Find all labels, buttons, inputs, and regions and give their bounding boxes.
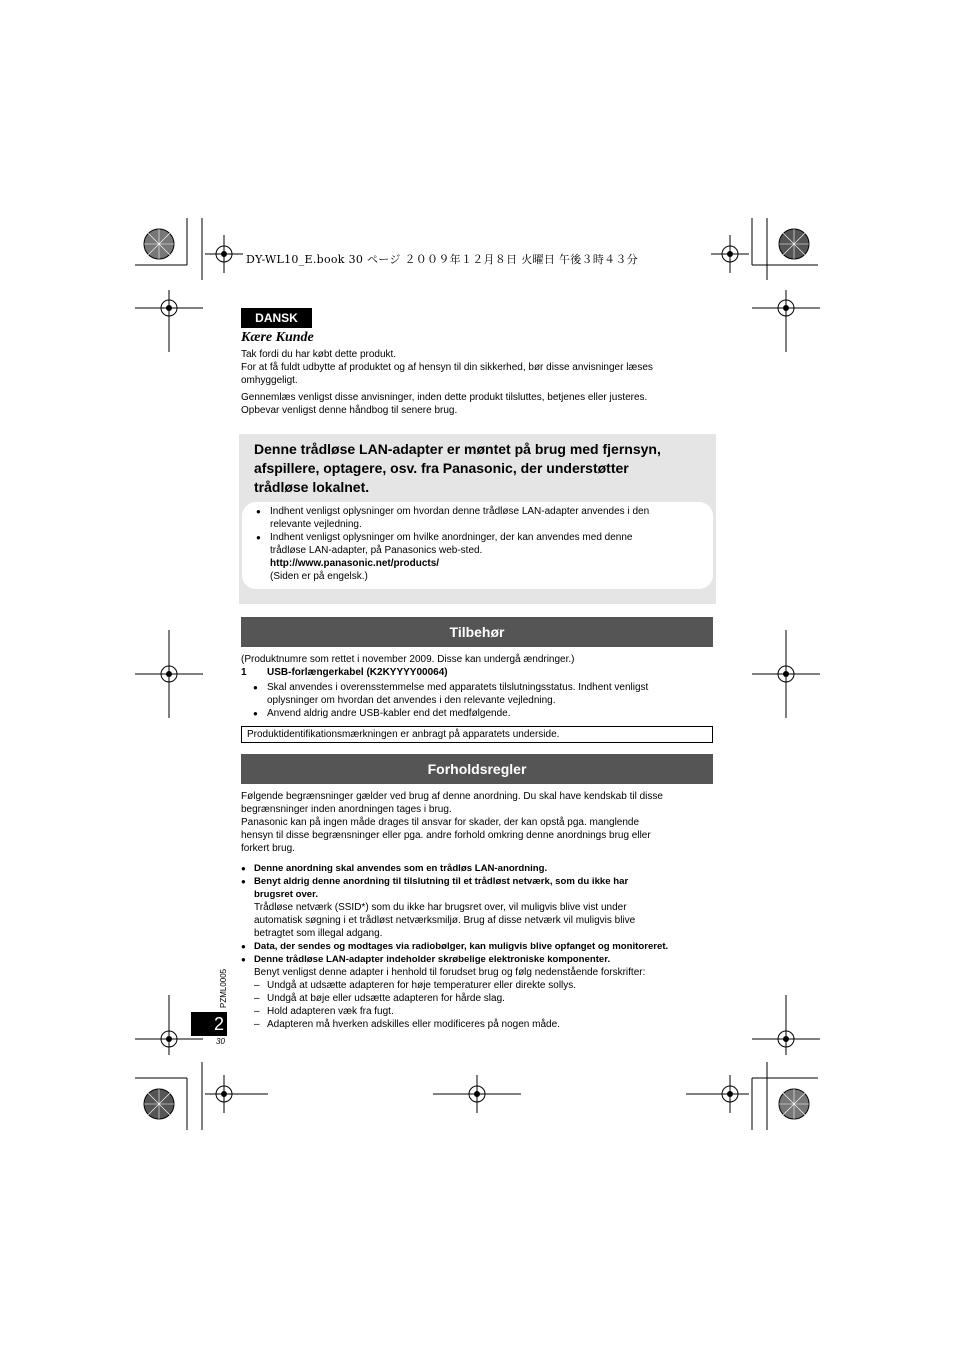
- intro-line: Gennemlæs venligst disse anvisninger, inden dette produkt tilsluttes, betjenes eller justeres.: [241, 392, 648, 403]
- accessories-note: (Produktnumre som rettet i november 2009. Disse kan undergå ændringer.): [241, 654, 575, 665]
- list-text: Benyt venligst denne adapter i henhold til forudset brug og følg nedenstående forskrifter:: [254, 967, 646, 978]
- list-text: (Siden er på engelsk.): [270, 571, 368, 582]
- paragraph-line: Panasonic kan på ingen måde drages til ansvar for skader, der kan opstå pga. manglende: [241, 817, 640, 828]
- list-item: [253, 707, 713, 720]
- precautions-intro: [241, 790, 713, 855]
- intro-line: For at få fuldt udbytte af produktet og af hensyn til din sikkerhed, bør disse anvisninger læses: [241, 362, 653, 373]
- notice-inner-box: [242, 502, 713, 589]
- paragraph-line: forkert brug.: [241, 843, 295, 854]
- list-text: betragtet som illegal adgang.: [254, 928, 383, 939]
- intro-line: omhyggeligt.: [241, 375, 298, 386]
- precautions-heading: Forholdsregler: [241, 754, 713, 784]
- bullet-icon: ●: [241, 877, 246, 886]
- dash-item: [241, 1018, 716, 1031]
- list-text: Adapteren må hverken adskilles eller modificeres på nogen måde.: [267, 1019, 560, 1030]
- notice-heading-line: trådløse lokalnet.: [254, 479, 370, 495]
- list-item: [253, 681, 713, 707]
- dash-icon: –: [254, 980, 260, 991]
- intro-line: Tak fordi du har købt dette produkt.: [241, 349, 397, 360]
- list-text: Skal anvendes i overensstemmelse med apparatets tilslutningsstatus. Indhent venligst: [267, 682, 649, 693]
- list-item: [241, 875, 716, 940]
- bullet-icon: ●: [241, 864, 246, 873]
- list-text: Anvend aldrig andre USB-kabler end det medfølgende.: [267, 708, 511, 719]
- precautions-list: [241, 862, 716, 1031]
- paragraph-line: hensyn til disse begrænsninger eller pga. andre forhold omkring denne anordnings brug eller: [241, 830, 651, 841]
- list-item: [256, 531, 696, 583]
- bullet-icon: ●: [253, 683, 258, 692]
- dash-item: [241, 979, 716, 992]
- list-item: [241, 940, 716, 953]
- notice-heading-line: Denne trådløse LAN-adapter er møntet på brug med fjernsyn,: [254, 441, 661, 457]
- print-header-line: DY-WL10_E.book 30 ページ ２００９年１２月８日 火曜日 午後３時４３分: [246, 253, 639, 266]
- list-text: Denne trådløse LAN-adapter indeholder skrøbelige elektroniske komponenter.: [254, 954, 611, 965]
- document-code: PZML0005: [219, 968, 228, 1008]
- list-text: Undgå at bøje eller udsætte adapteren for hårde slag.: [267, 993, 505, 1004]
- list-text: Trådløse netværk (SSID*) som du ikke har brugsret over, vil muligvis blive vist under: [254, 902, 627, 913]
- bullet-icon: ●: [256, 507, 261, 516]
- item-number: 1: [241, 667, 247, 678]
- dash-item: [241, 992, 716, 1005]
- notice-box: [239, 434, 716, 604]
- list-text: Indhent venligst oplysninger om hvordan denne trådløse LAN-adapter anvendes i den: [270, 506, 650, 517]
- dash-icon: –: [254, 1019, 260, 1030]
- list-text: Indhent venligst oplysninger om hvilke anordninger, der kan anvendes med denne: [270, 532, 633, 543]
- notice-heading-line: afspillere, optagere, osv. fra Panasonic, der understøtter: [254, 460, 629, 476]
- list-text: Hold adapteren væk fra fugt.: [267, 1006, 394, 1017]
- page-number: 30: [216, 1037, 225, 1046]
- paragraph-line: Følgende begrænsninger gælder ved brug af denne anordning. Du skal have kendskab til disse: [241, 791, 663, 802]
- dash-item: [241, 1005, 716, 1018]
- dash-icon: –: [254, 993, 260, 1004]
- accessories-heading: Tilbehør: [241, 617, 713, 647]
- bullet-icon: ●: [256, 533, 261, 542]
- greeting: Kære Kunde: [241, 330, 314, 345]
- bullet-icon: ●: [253, 709, 258, 718]
- bullet-icon: ●: [241, 955, 246, 964]
- list-text: Data, der sendes og modtages via radiobølger, kan muligvis blive opfanget og monitoreret.: [254, 941, 669, 952]
- list-text: trådløse LAN-adapter, på Panasonics web-sted.: [270, 545, 483, 556]
- list-text: oplysninger om hvordan det anvendes i den relevante vejledning.: [267, 695, 556, 706]
- list-text: Undgå at udsætte adapteren for høje temperaturer eller direkte sollys.: [267, 980, 577, 991]
- bullet-icon: ●: [241, 942, 246, 951]
- dash-icon: –: [254, 1006, 260, 1017]
- intro-line: Opbevar venligst denne håndbog til senere brug.: [241, 405, 458, 416]
- list-text: automatisk søgning i et trådløst netværksmiljø. Brug af disse netværk vil muligvis blive: [254, 915, 636, 926]
- list-item: [241, 953, 716, 1031]
- language-tag: DANSK: [241, 308, 312, 328]
- list-text: brugsret over.: [254, 889, 318, 900]
- products-link[interactable]: http://www.panasonic.net/products/: [270, 558, 440, 569]
- page-tab: 2: [191, 1012, 227, 1036]
- label-notice-box: Produktidentifikationsmærkningen er anbragt på apparatets underside.: [241, 726, 713, 743]
- list-text: Benyt aldrig denne anordning til tilslutning til et trådløst netværk, som du ikke har: [254, 876, 629, 887]
- list-item: [256, 505, 696, 531]
- intro-text: [241, 348, 711, 417]
- accessory-item: [241, 666, 448, 679]
- notice-heading: [254, 440, 704, 497]
- list-text: relevante vejledning.: [270, 519, 362, 530]
- item-name: USB-forlængerkabel (K2KYYYY00064): [267, 667, 448, 678]
- list-item: [241, 862, 716, 875]
- paragraph-line: begrænsninger inden anordningen tages i brug.: [241, 804, 452, 815]
- list-text: Denne anordning skal anvendes som en trådløs LAN-anordning.: [254, 863, 548, 874]
